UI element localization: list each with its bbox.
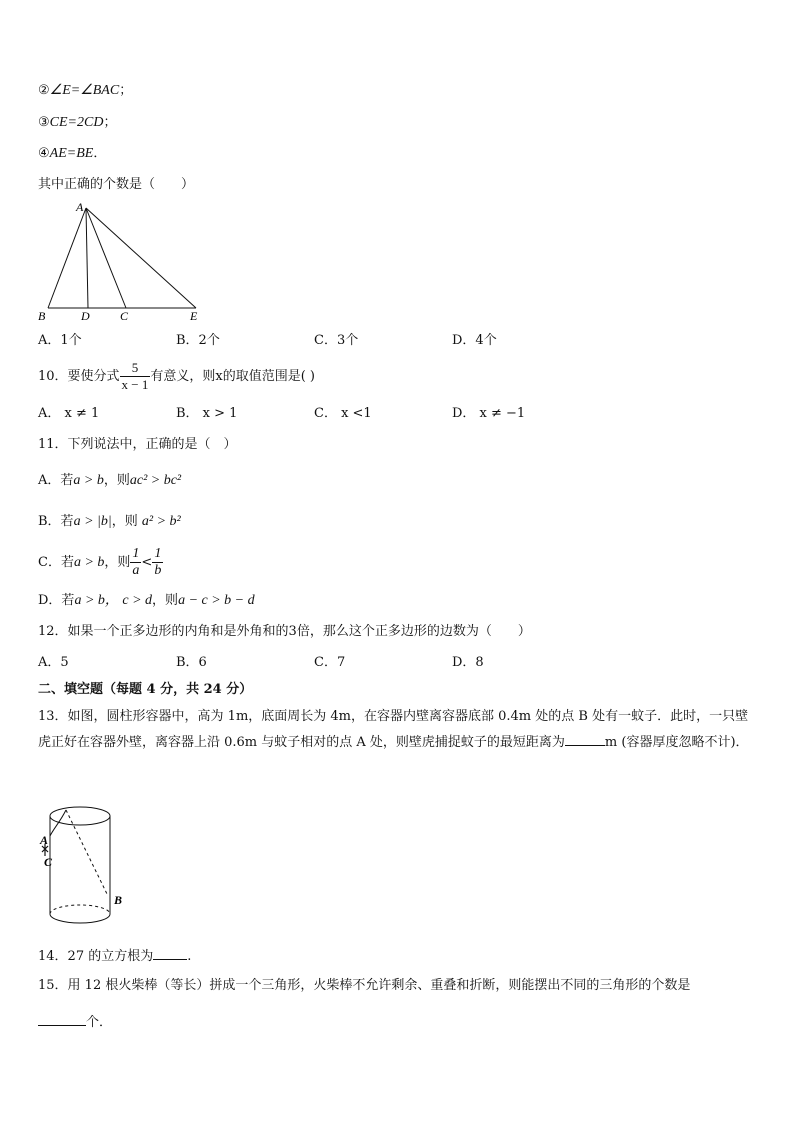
q10-option-c[interactable]: C． x <1 xyxy=(314,406,372,421)
gecko-path-dashed xyxy=(66,810,108,896)
q10-fraction: $\frac{5}{x - 1}$ xyxy=(121,360,149,392)
label-c: C xyxy=(120,309,129,323)
segment-ab xyxy=(48,208,86,308)
q12-option-a[interactable]: A．5 xyxy=(38,655,69,670)
segment-ac xyxy=(86,208,126,308)
q9-item-3: ③CE=2CD； xyxy=(38,115,117,130)
q11-stem: 11．下列说法中，正确的是（ ） xyxy=(38,437,237,452)
q9-option-b[interactable]: B．2个 xyxy=(176,333,220,348)
label-b: B xyxy=(114,893,123,907)
segment-ae xyxy=(86,208,196,308)
q11-option-b[interactable]: B．若a > |b|，则 a² > b² xyxy=(38,514,181,529)
q14-answer-blank[interactable] xyxy=(153,945,187,960)
q11-option-c[interactable]: C．若a > b，则 $\frac{1}{a}$ < $\frac{1}{b}$ xyxy=(38,546,162,578)
q13-cylinder-figure xyxy=(36,800,132,936)
section-2-title: 二、填空题（每题 4 分，共 24 分） xyxy=(38,682,253,697)
q15-line-1: 15．用 12 根火柴棒（等长）拼成一个三角形，火柴棒不允许剩余、重叠和折断，则能摆出不同的三角形的个数是 xyxy=(38,978,691,993)
label-e: E xyxy=(190,309,198,323)
q13-answer-blank[interactable] xyxy=(565,731,605,746)
q9-options xyxy=(38,332,558,350)
q12-options xyxy=(38,654,558,672)
q13-text: 13．如图，圆柱形容器中，高为 1m，底面周长为 4m，在容器内壁离容器底部 0.4m 处的点 B 处有一蚊子．此时，一只壁虎正好在容器外壁，离容器上沿 0.6m 与蚊子相对的点 A 处，则壁虎捕捉蚊子的最短距离为 m (容器厚度忽略不计)． xyxy=(38,709,749,750)
q10-option-d[interactable]: D． x ≠ −1 xyxy=(452,406,526,421)
q12-option-d[interactable]: D．8 xyxy=(452,655,484,670)
q10-options xyxy=(38,405,558,423)
gecko-path-front xyxy=(50,810,66,836)
q9-stem: 其中正确的个数是（ ） xyxy=(38,177,195,192)
q10-option-a[interactable]: A． x ≠ 1 xyxy=(38,406,100,421)
label-b: B xyxy=(38,309,46,323)
q9-item-2: ②∠E=∠BAC； xyxy=(38,83,133,98)
q11-option-d[interactable]: D．若a > b， c > d，则a − c > b − d xyxy=(38,593,255,608)
q11-option-a[interactable]: A．若a > b，则ac² > bc² xyxy=(38,473,182,488)
q9-option-c[interactable]: C．3个 xyxy=(314,333,359,348)
q9-item-4: ④AE=BE． xyxy=(38,146,107,161)
label-d: D xyxy=(81,309,90,323)
q10-option-b[interactable]: B． x > 1 xyxy=(176,406,238,421)
q9-option-d[interactable]: D．4个 xyxy=(452,333,497,348)
label-c: C xyxy=(44,855,53,869)
q12-stem: 12．如果一个正多边形的内角和是外角和的3倍，那么这个正多边形的边数为（ ） xyxy=(38,624,531,639)
q12-option-c[interactable]: C．7 xyxy=(314,655,346,670)
q12-option-b[interactable]: B．6 xyxy=(176,655,207,670)
q9-triangle-figure xyxy=(30,198,220,326)
q14-text: 14．27 的立方根为 . xyxy=(38,945,191,966)
q15-line-2: 个． xyxy=(38,1011,112,1032)
q10-stem: 10．要使分式 $\frac{5}{x - 1}$ 有意义，则x的取值范围是( ) xyxy=(38,360,315,392)
cylinder-bottom-front xyxy=(50,914,110,923)
q9-option-a[interactable]: A．1个 xyxy=(38,333,82,348)
q15-answer-blank[interactable] xyxy=(38,1011,86,1026)
label-a: A xyxy=(76,200,84,214)
segment-ad xyxy=(86,208,88,308)
label-a: A xyxy=(40,833,49,847)
cylinder-bottom-back xyxy=(50,905,110,914)
